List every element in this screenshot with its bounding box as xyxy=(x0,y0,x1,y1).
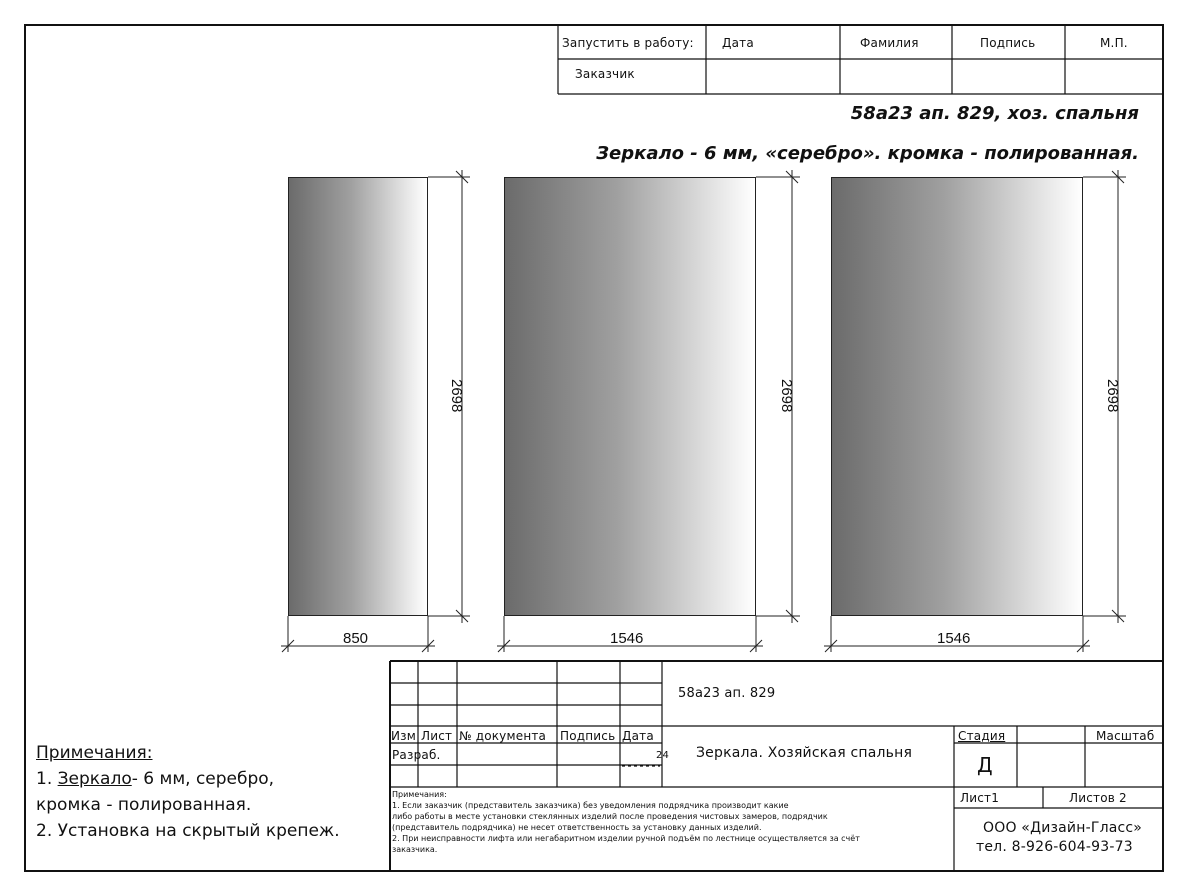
stamp-scale-label: Масштаб xyxy=(1096,729,1155,743)
stamp-stage-value: Д xyxy=(977,753,993,777)
stamp-h-sign: Подпись xyxy=(560,729,616,743)
col-surname: Фамилия xyxy=(860,36,919,50)
width-label-3: 1546 xyxy=(937,630,971,647)
col-stamp: М.П. xyxy=(1100,36,1128,50)
stamp-stage-label: Стадия xyxy=(958,729,1006,743)
note-1-line-2: кромка - полированная. xyxy=(36,795,252,815)
stamp-notes-line-5: заказчика. xyxy=(392,845,438,854)
stamp-phone: тел. 8-926-604-93-73 xyxy=(976,839,1133,855)
width-label-1: 850 xyxy=(343,630,369,647)
stamp-notes-line-3: (представитель подрядчика) не несет ответственность за установку данных изделий. xyxy=(392,823,762,832)
stamp-razrab: Разраб. xyxy=(392,748,441,762)
launch-label: Запустить в работу: xyxy=(562,36,694,50)
height-label-3: 2698 xyxy=(1104,379,1121,413)
stamp-h-doc: № документа xyxy=(459,729,547,743)
stamp-notes-line-2: либо работы в месте установки стеклянных изделий после проведения чистовых замеров, подрядчик xyxy=(392,812,828,821)
customer-label: Заказчик xyxy=(575,67,635,81)
stamp-notes-title: Примечания: xyxy=(392,790,447,799)
title-line-2: Зеркало - 6 мм, «серебро». кромка - полированная. xyxy=(596,143,1139,164)
stamp-notes-line-4: 2. При неисправности лифта или негабаритном изделии ручной подъём по лестнице осуществляется за счёт xyxy=(392,834,860,843)
height-label-1: 2698 xyxy=(448,379,465,413)
stamp-project: 58а23 ап. 829 xyxy=(678,686,776,701)
stamp-company: ООО «Дизайн-Гласс» xyxy=(983,820,1143,836)
note-1-rest: - 6 мм, серебро, xyxy=(131,769,275,789)
col-date: Дата xyxy=(722,36,754,50)
stamp-h-list: Лист xyxy=(421,729,453,743)
stamp-drawing-title: Зеркала. Хозяйская спальня xyxy=(696,745,913,761)
stamp-h-izm: Изм xyxy=(391,729,417,743)
width-label-2: 1546 xyxy=(610,630,644,647)
note-2: 2. Установка на скрытый крепеж. xyxy=(36,821,340,841)
note-1-underlined: Зеркало xyxy=(57,769,132,789)
note-1-prefix: 1. xyxy=(36,769,58,789)
title-line-1: 58а23 ап. 829, хоз. спальня xyxy=(850,103,1139,124)
stamp-notes-line-1: 1. Если заказчик (представитель заказчика) без уведомления подрядчика производит какие xyxy=(392,801,789,810)
notes-heading: Примечания: xyxy=(36,743,153,763)
stamp-sheets-label: Листов 2 xyxy=(1069,791,1127,805)
height-label-2: 2698 xyxy=(778,379,795,413)
stamp-notes xyxy=(392,789,952,855)
stamp-h-date: Дата xyxy=(622,729,654,743)
stamp-date-value: 24 xyxy=(656,750,670,761)
col-signature: Подпись xyxy=(980,36,1036,50)
stamp-sheet-label: Лист1 xyxy=(960,791,1000,805)
